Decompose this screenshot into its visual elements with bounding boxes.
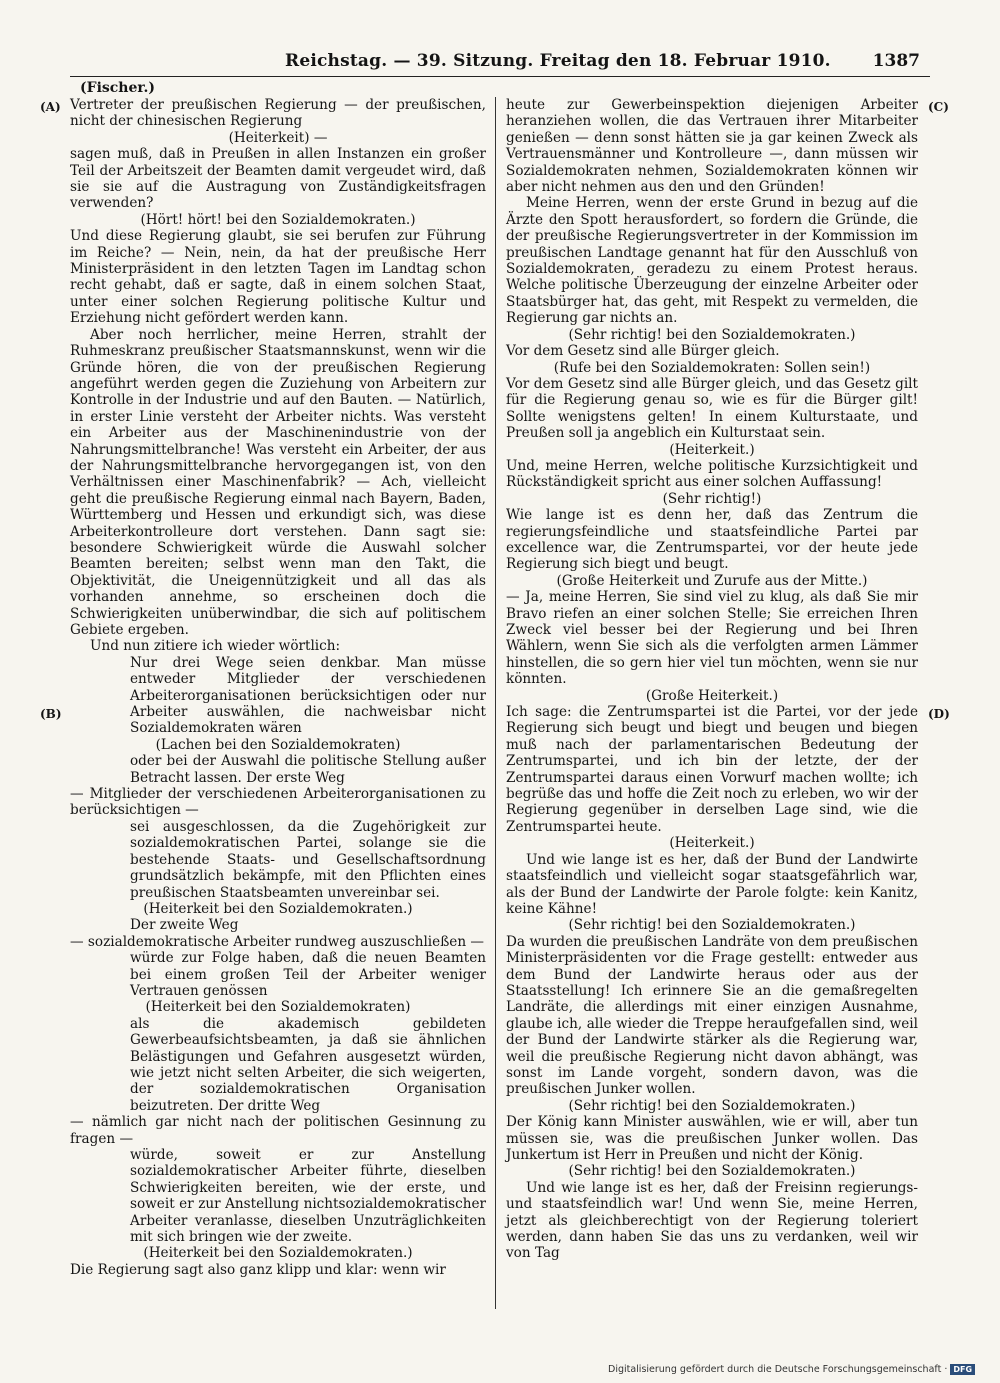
quotation: Der zweite Weg [130,917,239,934]
paragraph: Vor dem Gesetz sind alle Bürger gleich. [506,343,780,360]
margin-marker-b: (B) [40,707,62,721]
interjection: (Sehr richtig! bei den Sozialdemokraten.) [568,326,856,343]
paragraph: Und diese Regierung glaubt, sie sei berufen zur Führung im Reiche? — Nein, nein, da hat der preußische Herr Ministerpräsident in den letzten Tagen im Landtag schon recht gehabt, daß er sagte, daß in einem solchen Staat, unter einer solchen Regierung politische Kultur und Erziehung nicht gefördert werden kann. [70,228,486,327]
paragraph: Da wurden die preußischen Landräte von dem preußischen Ministerpräsidenten vor die Frage gestellt: entweder aus dem Bund der Landwirte heraus oder aus der Staatsstellung! Ich erinnere Sie an die gemaßregelten Landräte, die allerdings mit einer einzigen Ausnahme, glaube ich, alle wieder die Treppe heraufgefallen sind, weil der Bund der Landwirte stärker als die Regierung war, weil die preußische Regierung nicht davon abhängt, was sonst im Lande vorgeht, sondern davon, was die preußischen Junker wollen. [506,933,918,1098]
page-header [70,48,930,77]
paragraph: Meine Herren, wenn der erste Grund in bezug auf die Ärzte den Spott herausfordert, so fordern die Gründe, die der preußische Regierungsvertreter in der Kommission im preußischen Landtage genannt hat für den Ausschluß von Sozialdemokraten, geradezu zu einem Protest heraus. Welche politische Überzeugung der einzelne Arbeiter oder Staatsbürger hat, das geht, mit Respekt zu vermelden, die Regierung gar nichts an. [506,195,918,327]
interjection: (Heiterkeit.) [669,441,755,458]
paragraph: Ich sage: die Zentrumspartei ist die Partei, vor der jede Regierung sich beugt und biegt und beugen und biegen muß nach der parlamentarischen Bedeutung der Zentrumspartei, und ich bin der letzte, der der Zentrumspartei daraus einen Vorwurf machen wollte; ich begrüße das und hoffe die Zeit noch zu erleben, wo wir der Regierung gegenüber in derselben Lage sind, wie die Zentrumspartei heute. [506,704,918,835]
interjection: (Sehr richtig! bei den Sozialdemokraten.) [568,917,856,934]
margin-marker-c: (C) [928,100,949,114]
aside: — nämlich gar nicht nach der politischen Gesinnung zu fragen — [70,1114,486,1147]
quotation: würde zur Folge haben, daß die neuen Beamten bei einem großen Teil der Arbeiter weniger Vertrauen genössen [130,950,486,999]
speaker-name: (Fischer.) [80,80,155,96]
margin-marker-d: (D) [928,707,950,721]
paragraph: Vertreter der preußischen Regierung — der preußischen, nicht der chinesischen Regierung [70,97,486,130]
paragraph: — Ja, meine Herren, Sie sind viel zu klug, als daß Sie mir Bravo riefen an einer solchen Stelle; Sie erreichen Ihren Zweck viel besser bei der Regierung und bei Ihren Wählern, wenn Sie sich als die verfolgten armen Lämmer hinstellen, die so gern hier viel tun möchten, wenn sie nur könnten. [506,589,918,688]
interjection: (Hört! hört! bei den Sozialdemokraten.) [140,211,416,228]
dfg-logo: DFG [950,1364,975,1375]
aside: — Mitglieder der verschiedenen Arbeiterorganisationen zu berücksichtigen — [70,786,486,819]
header-title: Reichstag. — 39. Sitzung. Freitag den 18. Februar 1910. [285,51,831,71]
paragraph: heute zur Gewerbeinspektion diejenigen Arbeiter heranziehen wollen, die das Vertrauen ihrer Mitarbeiter genießen — denn sonst hätten sie ja gar keinen Zweck als Vertrauensmänner und Kontrolleure —, dann müssen wir Sozialdemokraten nehmen, Sozialdemokraten können wir aber nicht nehmen aus den und den Gründen! [506,97,918,196]
digitization-credit [608,1364,975,1375]
interjection: (Große Heiterkeit und Zurufe aus der Mitte.) [556,572,868,589]
quotation: Nur drei Wege seien denkbar. Man müsse entweder Mitglieder der verschiedenen Arbeiterorganisationen berücksichtigen oder nur Arbeiter auswählen, die nachweisbar nicht Sozialdemokraten wären [130,654,486,737]
interjection: (Heiterkeit bei den Sozialdemokraten) [145,999,411,1016]
credit-text: Digitalisierung gefördert durch die Deutsche Forschungsgemeinschaft · [608,1364,948,1375]
interjection: (Sehr richtig!) [662,490,762,507]
interjection: (Heiterkeit bei den Sozialdemokraten.) [143,1245,413,1262]
quotation: oder bei der Auswahl die politische Stellung außer Betracht lassen. Der erste Weg [130,753,486,786]
interjection: (Rufe bei den Sozialdemokraten: Sollen sein!) [553,359,871,376]
paragraph: Die Regierung sagt also ganz klipp und klar: wenn wir [70,1261,446,1278]
paragraph: Aber noch herrlicher, meine Herren, strahlt der Ruhmeskranz preußischer Staatsmannskunst, wenn wir die Gründe hören, die von der preußischen Regierung angeführt werden gegen die Zuziehung von Arbeitern zur Kontrolle in der Industrie und auf den Bauten. — Natürlich, in erster Linie versteht der Arbeiter nichts. Was versteht ein Arbeiter aus der Maschinenindustrie von der Nahrungsmittelbranche! Was versteht ein Arbeiter, der aus der Nahrungsmittelbranche hervorgegangen ist, von den Verhältnissen einer Maschinenfabrik? — Ach, vielleicht geht die preußische Regierung einmal nach Bayern, Baden, Württemberg und Hessen und erkundigt sich, was diese Arbeiterkontrolleure dort verstehen. Dann sagt sie: besondere Schwierigkeit würde die Auswahl solcher Beamten bereiten; selbst wenn man den Takt, die Objektivität, die Uneigennützigkeit und all das als vorhanden annehme, so erscheinen doch die Schwierigkeiten unüberwindbar, die sich auf politischem Gebiete ergeben. [70,326,486,638]
paragraph: Der König kann Minister auswählen, wie er will, aber tun müssen sie, was die preußischen Junker wollen. Das Junkertum ist Herr in Preußen und nicht der König. [506,1114,918,1163]
interjection: (Heiterkeit) — [228,129,328,146]
interjection: (Sehr richtig! bei den Sozialdemokraten.) [568,1097,856,1114]
margin-marker-a: (A) [40,100,61,114]
left-column [70,97,486,1278]
quotation: würde, soweit er zur Anstellung sozialdemokratischer Arbeiter führte, dieselben Schwierigkeiten bereiten, wie der erste, und soweit er zur Anstellung nichtsozialdemokratischer Arbeiter veranlasse, dieselben Unzuträglichkeiten mit sich bringen wie der zweite. [130,1147,486,1246]
interjection: (Große Heiterkeit.) [645,687,779,704]
quotation: sei ausgeschlossen, da die Zugehörigkeit zur sozialdemokratischen Partei, solange sie die bestehende Staats- und Gesellschaftsordnung grundsätzlich bekämpfe, mit den Pflichten eines preußischen Staatsbeamten unvereinbar sei. [130,818,486,901]
column-divider [495,97,496,1309]
paragraph: Und nun zitiere ich wieder wörtlich: [90,638,341,655]
paragraph: Und wie lange ist es her, daß der Bund der Landwirte staatsfeindlich und vielleicht sogar staatsgefährlich war, als der Bund der Landwirte der Parole folgte: kein Kanitz, keine Kähne! [506,851,918,917]
interjection: (Heiterkeit.) [669,835,755,852]
paragraph: Vor dem Gesetz sind alle Bürger gleich, und das Gesetz gilt für die Regierung genau so, wie es für die Bürger gilt! Sollte wenigstens gelten! In einem Kulturstaate, und Preußen soll ja angeblich ein Kulturstaat sein. [506,375,918,442]
right-column [506,97,918,1262]
aside: — sozialdemokratische Arbeiter rundweg auszuschließen — [70,933,484,950]
quotation: als die akademisch gebildeten Gewerbeaufsichtsbeamten, ja daß sie ähnlichen Belästigungen und Gefahren ausgesetzt würden, wie jetzt nicht selten Arbeiter, die sich weigerten, der sozialdemokratischen Organisation beizutreten. Der dritte Weg [130,1015,486,1114]
interjection: (Sehr richtig! bei den Sozialdemokraten.) [568,1163,856,1180]
paragraph: Und, meine Herren, welche politische Kurzsichtigkeit und Rückständigkeit spricht aus einer solchen Auffassung! [506,457,918,491]
paragraph: sagen muß, daß in Preußen in allen Instanzen ein großer Teil der Arbeitszeit der Beamten damit vergeudet wird, daß sie sie auf die Austragung von Zuständigkeitsfragen verwenden? [70,146,486,212]
page-number: 1387 [872,51,920,71]
interjection: (Heiterkeit bei den Sozialdemokraten.) [143,900,413,917]
paragraph: Wie lange ist es denn her, daß das Zentrum die regierungsfeindliche und staatsfeindliche Partei par excellence war, die Zentrumspartei, vor der heute jede Regierung sich biegt und beugt. [506,507,918,573]
interjection: (Lachen bei den Sozialdemokraten) [155,736,401,753]
paragraph: Und wie lange ist es her, daß der Freisinn regierungs- und staatsfeindlich war! Und wenn Sie, meine Herren, jetzt als gleichberechtigt von der Regierung toleriert werden, dann haben Sie das uns zu verdanken, weil wir von Tag [506,1179,918,1262]
